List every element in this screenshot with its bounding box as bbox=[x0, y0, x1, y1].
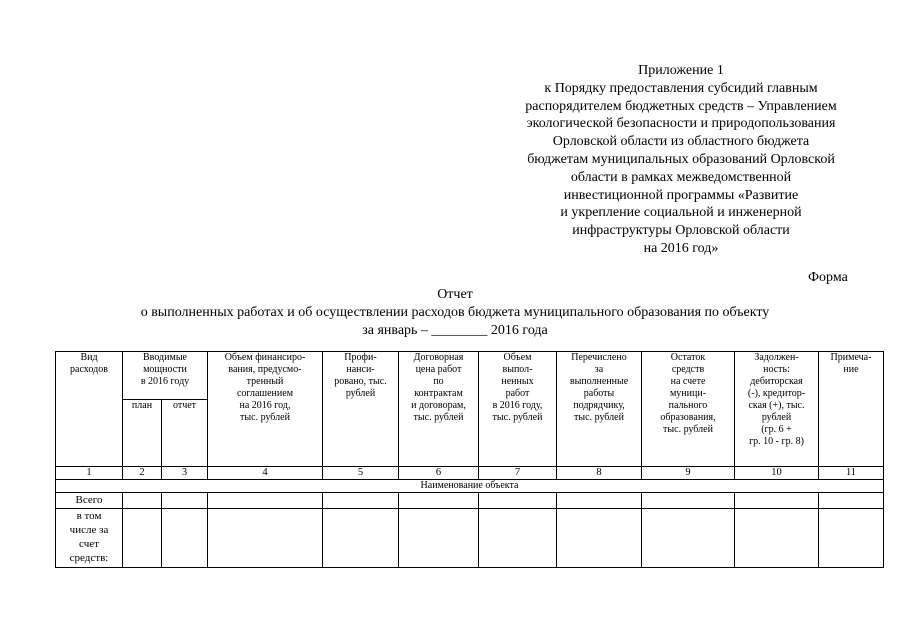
table-cell bbox=[399, 509, 479, 568]
report-period: за январь – ________ 2016 года bbox=[362, 323, 548, 338]
report-subtitle: о выполненных работах и об осуществлении расходов бюджета муниципального образования по объекту bbox=[140, 305, 770, 320]
table-row bbox=[56, 493, 884, 509]
header-contract-price: Договорная цена работ по контрактам и договорам, тыс. рублей bbox=[399, 352, 479, 467]
row-label-including: в том числе за счет средств: bbox=[56, 509, 123, 568]
table-cell bbox=[557, 509, 642, 568]
appendix-line: Приложение 1 bbox=[638, 63, 724, 78]
table-row bbox=[56, 509, 884, 568]
column-number: 10 bbox=[735, 467, 819, 480]
form-label: Форма bbox=[808, 270, 848, 285]
appendix-line: инвестиционной программы «Развитие bbox=[563, 187, 799, 203]
header-financed: Профи- нанси- ровано, тыс. рублей bbox=[323, 352, 399, 467]
header-expense-type: Вид расходов bbox=[56, 352, 123, 467]
header-debt: Задолжен- ность: дебиторская (-), кредитор- ская (+), тыс. рублей (гр. 6 + гр. 10 - гр. 8) bbox=[735, 352, 819, 467]
header-note: Примеча- ние bbox=[819, 352, 884, 467]
table-cell bbox=[123, 509, 162, 568]
row-label-total: Всего bbox=[56, 493, 123, 509]
column-number: 11 bbox=[819, 467, 884, 480]
table-cell bbox=[399, 493, 479, 509]
header-balance: Остаток средств на счете муници- пального образования, тыс. рублей bbox=[642, 352, 735, 467]
column-number: 8 bbox=[557, 467, 642, 480]
table-cell bbox=[323, 493, 399, 509]
table-cell bbox=[735, 493, 819, 509]
report-table bbox=[55, 351, 884, 568]
header-financing-volume: Объем финансиро- вания, предусмо- тренный соглашением на 2016 год, тыс. рублей bbox=[208, 352, 323, 467]
table-cell bbox=[642, 493, 735, 509]
table-cell bbox=[208, 493, 323, 509]
column-number: 6 bbox=[399, 467, 479, 480]
appendix-line: бюджетам муниципальных образований Орловской bbox=[527, 151, 835, 167]
table-cell bbox=[162, 493, 208, 509]
appendix-line: инфраструктуры Орловской области bbox=[572, 223, 790, 239]
appendix-line: на 2016 год» bbox=[643, 240, 719, 256]
column-number: 3 bbox=[162, 467, 208, 480]
column-number: 9 bbox=[642, 467, 735, 480]
table-cell bbox=[642, 509, 735, 568]
header-transferred: Перечислено за выполненные работы подрядчику, тыс. рублей bbox=[557, 352, 642, 467]
header-report: отчет bbox=[162, 400, 208, 467]
table-cell bbox=[819, 493, 884, 509]
table-cell bbox=[162, 509, 208, 568]
appendix-line: к Порядку предоставления субсидий главным bbox=[544, 80, 818, 96]
appendix-line: и укрепление социальной и инженерной bbox=[560, 205, 802, 221]
appendix-line: области в рамках межведомственной bbox=[570, 169, 792, 185]
column-number: 4 bbox=[208, 467, 323, 480]
appendix-line: Орловской области из областного бюджета bbox=[552, 134, 810, 150]
object-name-row bbox=[56, 480, 884, 493]
object-name: Наименование объекта bbox=[56, 480, 884, 493]
column-number: 5 bbox=[323, 467, 399, 480]
column-number-row bbox=[56, 467, 884, 480]
report-title: Отчет bbox=[437, 287, 473, 302]
header-row bbox=[56, 352, 884, 400]
header-work-done: Объем выпол- ненных работ в 2016 году, тыс. рублей bbox=[479, 352, 557, 467]
table-cell bbox=[479, 509, 557, 568]
column-number: 1 bbox=[56, 467, 123, 480]
report-heading bbox=[95, 286, 815, 340]
table-cell bbox=[557, 493, 642, 509]
table-cell bbox=[323, 509, 399, 568]
appendix-line: распорядителем бюджетных средств – Управлением bbox=[525, 98, 837, 114]
column-number: 7 bbox=[479, 467, 557, 480]
table-cell bbox=[735, 509, 819, 568]
column-number: 2 bbox=[123, 467, 162, 480]
header-plan: план bbox=[123, 400, 162, 467]
appendix-line: экологической безопасности и природопользования bbox=[526, 116, 836, 132]
header-capacity: Вводимые мощности в 2016 году bbox=[123, 352, 208, 400]
table-cell bbox=[123, 493, 162, 509]
table-cell bbox=[479, 493, 557, 509]
table-cell bbox=[208, 509, 323, 568]
appendix-block bbox=[505, 62, 857, 258]
table-cell bbox=[819, 509, 884, 568]
